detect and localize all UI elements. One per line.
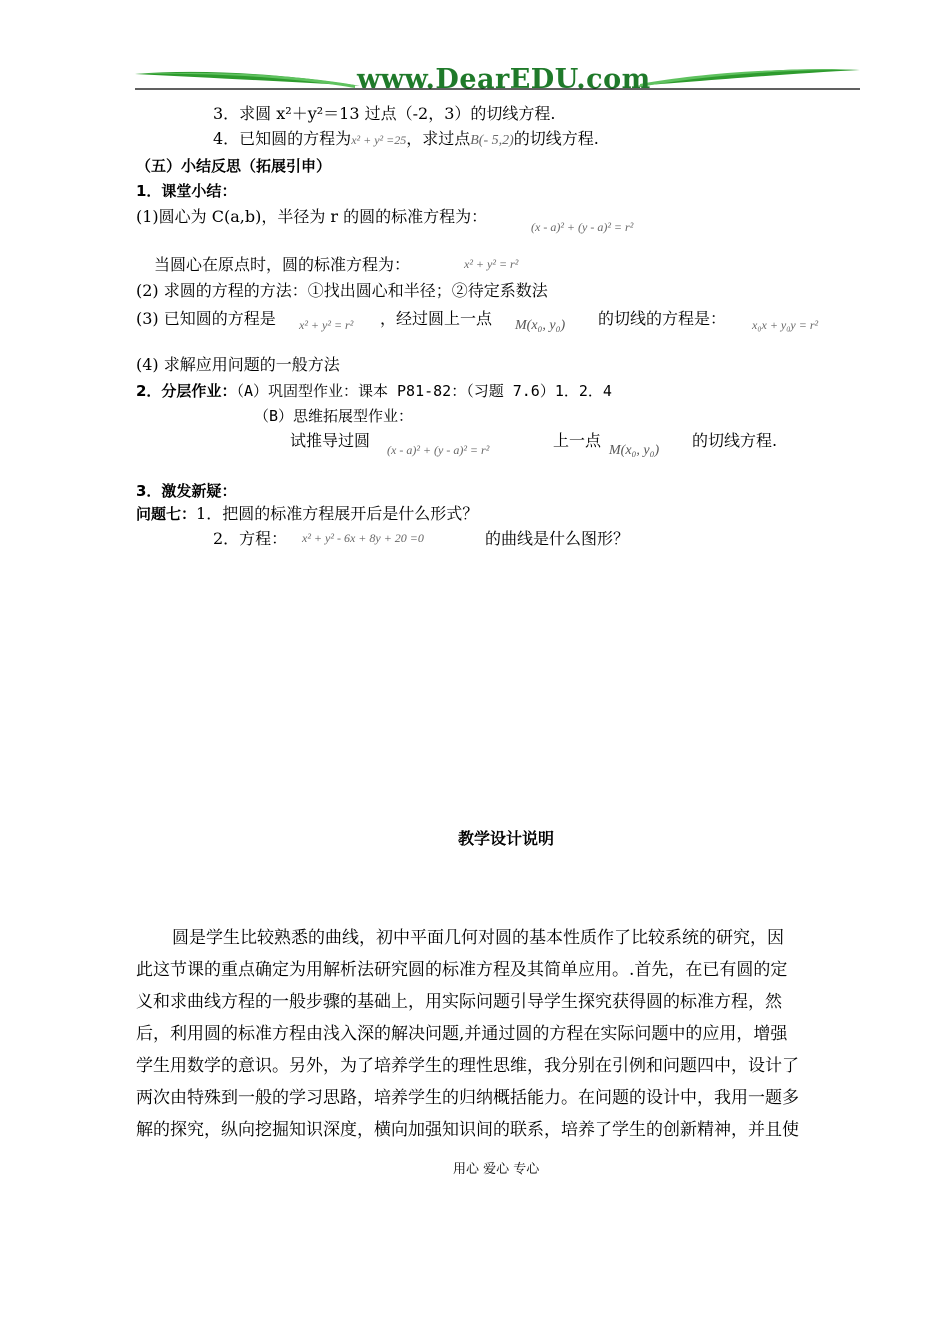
question-7-2-post: 的曲线是什么图形？ xyxy=(485,529,630,548)
summary-item-3-mid: ，经过圆上一点 xyxy=(380,309,493,328)
exercise-4 xyxy=(213,128,599,152)
summary-item-3-post: 的切线的方程是： xyxy=(598,309,727,328)
question-7-2-pre: 2．方程： xyxy=(213,529,288,548)
design-line: 两次由特殊到一般的学习思路，培养学生的归纳概括能力。在问题的设计中，我用一题多 xyxy=(136,1088,799,1108)
exercise-4-text-end: 的切线方程. xyxy=(513,129,599,148)
new-questions-heading: 3．激发新疑： xyxy=(136,482,237,500)
homework-b-task-pre: 试推导过圆 xyxy=(290,431,371,450)
design-line: 解的探究，纵向挖掘知识深度，横向加强知识间的联系，培养了学生的创新精神，并且使 xyxy=(136,1120,799,1140)
summary-item-3-point: M(x₀, y₀) xyxy=(515,318,566,333)
design-title: 教学设计说明 xyxy=(458,829,555,848)
homework-b-task-post: 的切线方程. xyxy=(692,431,778,450)
design-line: 此这节课的重点确定为用解析法研究圆的标准方程及其简单应用。.首先，在已有圆的定 xyxy=(136,960,788,980)
homework-heading: 2．分层作业： xyxy=(136,382,237,400)
design-line: 义和求曲线方程的一般步骤的基础上，用实际问题引导学生探究获得圆的标准方程，然 xyxy=(136,992,782,1012)
design-paragraph xyxy=(136,922,860,1146)
question-7-2-equation: x² + y² - 6x + 8y + 20 =0 xyxy=(302,531,424,545)
origin-equation: x² + y² = r² xyxy=(464,257,519,271)
exercise-4-text: 4．已知圆的方程为 xyxy=(213,129,352,148)
summary-heading: 1．课堂小结： xyxy=(136,182,237,200)
homework-b-point: M(x₀, y₀) xyxy=(609,443,660,458)
homework-line xyxy=(136,380,612,402)
exercise-4-point: B(- 5,2) xyxy=(470,133,514,148)
standard-equation: (x - a)² + (y - a)² = r² xyxy=(531,220,634,234)
question-7-label: 问题七： xyxy=(136,505,197,523)
homework-b: （B）思维拓展型作业： xyxy=(254,407,414,425)
homework-b-equation: (x - a)² + (y - a)² = r² xyxy=(387,443,490,457)
question-7-1 xyxy=(136,503,478,525)
homework-b-task-mid: 上一点 xyxy=(553,431,602,450)
summary-item-4: (4) 求解应用问题的一般方法 xyxy=(136,355,340,374)
summary-item-1 xyxy=(136,206,487,228)
summary-item-3-pre: (3) 已知圆的方程是 xyxy=(136,309,276,328)
summary-item-1-text: (1)圆心为 C(a,b)，半径为 r 的圆的标准方程为： xyxy=(136,207,488,226)
design-line: 圆是学生比较熟悉的曲线，初中平面几何对圆的基本性质作了比较系统的研究，因 xyxy=(172,928,784,948)
design-line: 学生用数学的意识。另外，为了培养学生的理性思维，我分别在引例和问题四中，设计了 xyxy=(136,1056,799,1076)
summary-item-1b-text: 当圆心在原点时，圆的标准方程为： xyxy=(154,255,411,274)
section-5-heading: （五）小结反思（拓展引申） xyxy=(136,157,332,175)
exercise-4-equation: x² + y² =25 xyxy=(351,133,407,147)
question-7-1-text: 1．把圆的标准方程展开后是什么形式？ xyxy=(196,504,479,523)
homework-a: （A）巩固型作业：课本 P81-82：（习题 7.6）1．2．4 xyxy=(236,382,612,400)
page-footer: 用心 爱心 专心 xyxy=(453,1162,540,1177)
design-line: 后，利用圆的标准方程由浅入深的解决问题,并通过圆的方程在实际问题中的应用，增强 xyxy=(136,1024,788,1044)
tangent-equation: x₀x + y₀y = r² xyxy=(752,318,819,332)
exercise-4-text-mid: ，求过点 xyxy=(406,129,471,148)
summary-item-3-equation: x² + y² = r² xyxy=(299,318,354,332)
summary-item-1b xyxy=(154,254,410,276)
site-logo: www.DearEDU.com xyxy=(357,64,651,95)
summary-item-2: (2) 求圆的方程的方法：①找出圆心和半径；②待定系数法 xyxy=(136,281,548,300)
exercise-3: 3．求圆 x²＋y²＝13 过点（-2，3）的切线方程. xyxy=(213,104,556,123)
